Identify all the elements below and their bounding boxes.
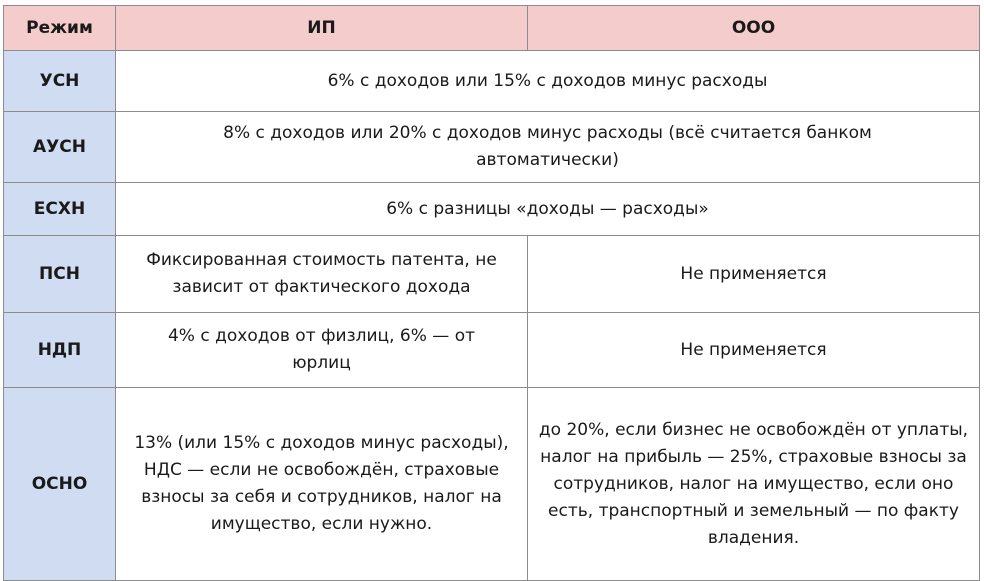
row-mode-cell: УСН <box>4 51 116 112</box>
table-row <box>4 236 980 313</box>
row-ip-cell: Фиксированная стоимость патента, не зависит от фактического дохода <box>116 236 528 313</box>
row-shared-cell: 6% с разницы «доходы — расходы» <box>116 183 980 236</box>
table-row <box>4 388 980 581</box>
row-shared-cell: 6% с доходов или 15% с доходов минус расходы <box>116 51 980 112</box>
row-mode-cell: ЕСХН <box>4 183 116 236</box>
table-row <box>4 313 980 388</box>
header-mode: Режим <box>4 6 116 51</box>
row-mode-cell: ПСН <box>4 236 116 313</box>
header-ip: ИП <box>116 6 528 51</box>
row-mode-cell: АУСН <box>4 112 116 183</box>
table-row <box>4 183 980 236</box>
row-ooo-cell: до 20%, если бизнес не освобождён от уплаты, налог на прибыль — 25%, страховые взносы за сотрудников, налог на имущество, если оно есть, транспортный и земельный — по факту владения. <box>528 388 980 581</box>
table-row <box>4 112 980 183</box>
header-row <box>4 6 980 51</box>
row-mode-cell: НДП <box>4 313 116 388</box>
table-row <box>4 51 980 112</box>
row-ip-cell: 13% (или 15% с доходов минус расходы), НДС — если не освобождён, страховые взносы за себя и сотрудников, налог на имущество, если нужно. <box>116 388 528 581</box>
header-ooo: ООО <box>528 6 980 51</box>
row-ooo-cell: Не применяется <box>528 236 980 313</box>
row-ooo-cell: Не применяется <box>528 313 980 388</box>
row-shared-cell: 8% с доходов или 20% с доходов минус расходы (всё считается банком автоматически) <box>116 112 980 183</box>
row-mode-cell: ОСНО <box>4 388 116 581</box>
tax-regimes-table <box>3 5 980 581</box>
row-ip-cell: 4% с доходов от физлиц, 6% — от юрлиц <box>116 313 528 388</box>
